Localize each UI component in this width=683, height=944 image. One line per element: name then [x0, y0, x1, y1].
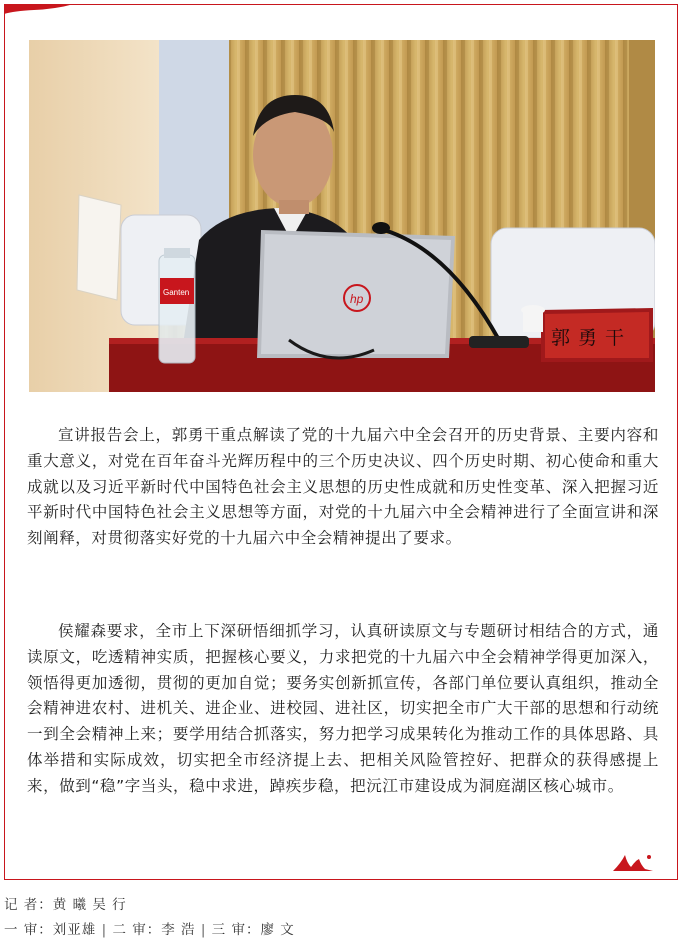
- reporter-credit: 记 者：黄 曦 吴 行: [4, 897, 127, 913]
- separator: |: [195, 922, 212, 938]
- article-photo: [29, 40, 655, 392]
- bottle-label: Ganten: [163, 288, 190, 297]
- review-credits: [4, 918, 295, 938]
- corner-flag-decoration: [4, 4, 74, 14]
- article-paragraph: 侯耀森要求，全市上下深研悟细抓学习，认真研读原文与专题研讨相结合的方式，通读原文，吃透精神实质，把握核心要义，力求把党的十九届六中全会精神学得更加深入，领悟得更加透彻，贯彻的更加自觉；要务实创新抓宣传，各部门单位要认真组织，推动全会精神进农村、进机关、进企业、进校园、进社区，切实把全市广大干部的思想和行动统一到全会精神上来；要学用结合抓落实，努力把学习成果转化为推动工作的具体思路、具体举措和实际成效，切实把全市经济提上去、把相关风险管控好、把群众的获得感提上来，做到“稳”字当头，稳中求进，踔疾步稳，把沅江市建设成为洞庭湖区核心城市。: [27, 622, 659, 795]
- third-review: 三 审：廖 文: [211, 922, 295, 938]
- separator: |: [96, 922, 113, 938]
- laptop-logo: hp: [350, 292, 364, 306]
- first-review: 一 审：刘亚雄: [4, 922, 97, 938]
- article-paragraph: 宣讲报告会上，郭勇干重点解读了党的十九届六中全会召开的历史背景、主要内容和重大意义，对党在百年奋斗光辉历程中的三个历史决议、四个历史时期、初心使命和重大成就以及习近平新时代中国特色社会主义思想的历史性成就和历史性变革、深入把握习近平新时代中国特色社会主义思想等方面，对党的十九届六中全会精神进行了全面宣讲和深刻阐释，对贯彻落实好党的十九届六中全会精神提出了要求。: [27, 426, 659, 548]
- red-brush-mark-icon: [611, 851, 655, 873]
- article-frame: [4, 4, 678, 880]
- nameplate-text: 郭勇干: [551, 327, 633, 349]
- second-review: 二 审：李 浩: [112, 922, 196, 938]
